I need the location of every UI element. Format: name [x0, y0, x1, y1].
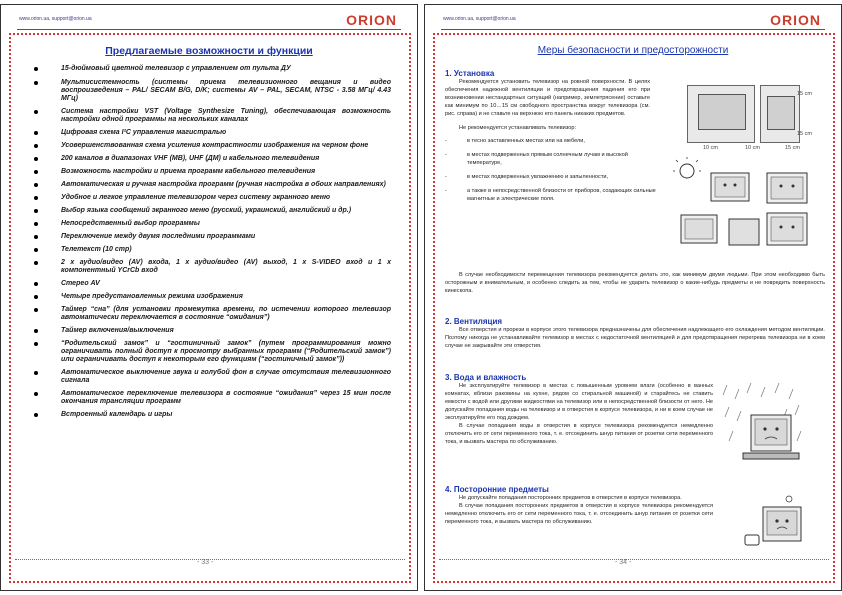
bullet-icon	[34, 81, 38, 85]
feature-item	[61, 181, 391, 189]
bullet-icon	[34, 67, 38, 71]
dimension-label: 15 cm	[785, 145, 800, 151]
feature-text: Таймер включения/выключения	[61, 327, 174, 334]
feature-text: “Родительский замок” и “гостиничный замок” (путем программирования можно ограничивать полный доступ к просмотру выбранных программ (“Родительский замок”) или ограничивать доступ к некоторым его функциям (“гостиничный замок”))	[61, 340, 391, 363]
feature-text: Телетекст (10 стр)	[61, 246, 132, 253]
paragraph: Не допускайте попадания посторонних предметов в отверстия в корпусе телевизора.	[459, 495, 682, 501]
feature-item	[61, 390, 391, 406]
dimension-label: 10 cm	[703, 145, 718, 151]
rain-icon	[721, 381, 807, 473]
paragraph: Рекомендуется установить телевизор на ровной поверхности. В целях обеспечения надежной вентиляции и предотвращения падения его при возникновении нестандартных ситуаций (например, землетрясение) оставьте как минимум по 10…15 см свободного пространства вокруг телевизора (см. рис. справа) и не ставьте на верхнюю его панель никаких предметов.	[445, 79, 650, 117]
paragraph: В случае попадания посторонних предметов в отверстия в корпусе телевизора рекомендуется немедленно отключить его от сети переменного тока, т. е. отсоединить шнур питания от розетки сети переменного тока, и вызвать мастера по обслуживанию.	[445, 503, 713, 525]
page-number: - 34 -	[615, 559, 632, 566]
feature-text: Стерео AV	[61, 280, 100, 287]
feature-item	[61, 246, 391, 254]
tv-hazard-illustrations	[671, 157, 811, 267]
brand-logo: ORION	[346, 12, 397, 28]
bullet-icon	[34, 342, 38, 346]
page-title: Предлагаемые возможности и функции	[105, 45, 313, 57]
paragraph: Не эксплуатируйте телевизор в местах с повышенным уровнем влаги (особенно в ванных комнатах, вблизи раковины на кухне, рядом со стиральной машиной) и старайтесь не ставить емкости с водой или другими жидкостями на телевизор или в непосредственной близости от него. Не допускайте попадания воды на телевизор и в отверстия в корпусе телевизора, и ни в коем случае не эксплуатируйте его под дождем.	[445, 383, 713, 421]
section-title: 2. Вентиляция	[445, 317, 503, 326]
list-item: - в местах подверженных прямым солнечным лучам и высокой температуре,	[445, 151, 657, 167]
dimension-label: 15 cm	[797, 91, 812, 97]
bullet-icon	[34, 329, 38, 333]
tv-screen-icon	[698, 94, 746, 130]
rain-tv-illustration	[721, 381, 807, 473]
dimension-label: 15 cm	[797, 131, 812, 137]
bullet-icon	[34, 222, 38, 226]
hazard-cartoon-icon	[671, 157, 811, 267]
feature-item	[61, 79, 391, 103]
feature-item	[61, 65, 391, 73]
bullet-icon	[34, 413, 38, 417]
left-page	[0, 4, 418, 591]
feature-text: Автоматическая и ручная настройка программ (ручная настройка в обоих направлениях)	[61, 181, 386, 188]
feature-text: Усовершенствованная схема усиления контрастности изображения на черном фоне	[61, 142, 369, 149]
bullet-icon	[34, 392, 38, 396]
bullet-icon	[34, 157, 38, 161]
tv-objects-icon	[741, 493, 805, 555]
tv-side-illustration	[760, 85, 800, 143]
brand-logo: ORION	[770, 12, 821, 28]
dimension-label: 10 cm	[745, 145, 760, 151]
section-title: 3. Вода и влажность	[445, 373, 527, 382]
bullet-icon	[34, 170, 38, 174]
feature-text: Автоматическое выключение звука и голубой фон в случае отсутствия телевизионного сигнала	[61, 369, 391, 384]
feature-item	[61, 293, 391, 301]
section-title: 4. Посторонние предметы	[445, 485, 549, 494]
bullet-icon	[34, 131, 38, 135]
feature-item	[61, 207, 391, 215]
bullet-icon	[34, 196, 38, 200]
section-title: 1. Установка	[445, 69, 495, 78]
feature-text: 15-дюймовый цветной телевизор с управлением от пульта ДУ	[61, 65, 291, 72]
section-moving	[445, 271, 825, 295]
bullet-icon	[34, 371, 38, 375]
tv-front-illustration	[687, 85, 755, 143]
feature-item	[61, 327, 391, 335]
paragraph: В случае попадания воды в отверстия в корпусе телевизора рекомендуется немедленно отключить его от сети переменного тока, т. е. отсоединить шнур питания от розетки сети переменного тока, и вызвать мастера по обслуживанию.	[445, 423, 713, 445]
page-number: - 33 -	[197, 559, 214, 566]
list-item: - в тесно заставленных местах или на мебели,	[445, 137, 657, 145]
feature-list	[61, 65, 391, 424]
feature-item	[61, 369, 391, 385]
paragraph: Не рекомендуется устанавливать телевизор:	[459, 125, 577, 131]
bullet-icon	[34, 261, 38, 265]
header-divider	[441, 29, 825, 30]
bullet-icon	[34, 248, 38, 252]
right-page	[424, 4, 842, 591]
feature-text: Таймер “сна” (для установки промежутка времени, по истечении которого телевизор автоматически переключается в состояние “ожидания”)	[61, 306, 391, 321]
feature-item	[61, 129, 391, 137]
feature-item	[61, 194, 391, 202]
feature-text: Выбор языка сообщений экранного меню (русский, украинский, английский и др.)	[61, 207, 352, 214]
feature-item	[61, 306, 391, 322]
feature-text: 200 каналов в диапазонах VHF (MB), UHF (ДМ) и кабельного телевидения	[61, 155, 320, 162]
feature-item	[61, 259, 391, 275]
list-item: - в местах подверженных увлажнению и запыленности,	[445, 173, 657, 181]
bullet-icon	[34, 144, 38, 148]
feature-item	[61, 155, 391, 163]
header-url[interactable]: www.orion.ua, support@orion.ua	[19, 16, 92, 22]
paragraph: В случае необходимости перемещения телевизора рекомендуется делать это, как минимум двумя людьми. При этом необходимо быть осторожным и внимательным, и особенно следить за тем, чтобы не ударить телевизор о какие-нибудь предметы и не повредить поверхность кинескопа.	[445, 272, 825, 294]
feature-item	[61, 340, 391, 364]
feature-item	[61, 108, 391, 124]
paragraph: Все отверстия и прорези в корпусе этого телевизора предназначены для обеспечения надлежащего его охлаждения методом вентиляции. Поэтому никогда не устанавливайте телевизор в местах с недостаточной вентиляцией и для предотвращения перегрева телевизора ни в коем случае не закрывайте эти отверстия.	[445, 327, 825, 349]
feature-text: Удобное и легкое управление телевизором через систему экранного меню	[61, 194, 331, 201]
section-ventilation	[445, 317, 825, 350]
feature-text: Возможность настройки и приема программ кабельного телевидения	[61, 168, 316, 175]
tv-side-icon	[767, 96, 795, 130]
page-title: Меры безопасности и предосторожности	[537, 45, 729, 56]
bullet-icon	[34, 295, 38, 299]
feature-text: Цифровая схема I²C управления магистралью	[61, 129, 227, 136]
bullet-icon	[34, 282, 38, 286]
feature-text: Мультисистемность (системы приема телевизионного вещания и видео воспроизведения – PAL/ SECAM B/G, D/K; системы AV – PAL, SECAM, NTSC - 3.58 МГц/ 4.43 МГц)	[61, 79, 391, 102]
feature-text: Непосредственный выбор программы	[61, 220, 200, 227]
feature-item	[61, 233, 391, 241]
feature-text: Автоматическое переключение телевизора в состояние “ожидания” через 15 мин после окончания трансляции программ	[61, 390, 391, 405]
feature-item	[61, 168, 391, 176]
feature-text: Переключение между двумя последними программами	[61, 233, 256, 240]
bullet-icon	[34, 110, 38, 114]
feature-text: Система настройки VST (Voltage Synthesize Tuning), обеспечивающая возможность настройки одной программы на нескольких каналах	[61, 108, 391, 123]
bullet-icon	[34, 183, 38, 187]
feature-text: Встроенный календарь и игры	[61, 411, 173, 418]
bullet-icon	[34, 235, 38, 239]
list-item: - а также в непосредственной близости от приборов, создающих сильные магнитные и электрические поля.	[445, 187, 657, 203]
feature-item	[61, 142, 391, 150]
bullet-icon	[34, 209, 38, 213]
objects-tv-illustration	[741, 493, 805, 555]
feature-text: 2 х аудио/видео (AV) входа, 1 х аудио/видео (AV) выход, 1 х S-VIDEO вход и 1 х компонентный YCrCb вход	[61, 259, 391, 274]
header-divider	[17, 29, 401, 30]
feature-item	[61, 280, 391, 288]
header-url[interactable]: www.orion.ua, support@orion.ua	[443, 16, 516, 22]
feature-text: Четыре предустановленных режима изображения	[61, 293, 243, 300]
feature-item	[61, 411, 391, 419]
feature-item	[61, 220, 391, 228]
footer-divider	[439, 559, 829, 560]
bullet-icon	[34, 308, 38, 312]
